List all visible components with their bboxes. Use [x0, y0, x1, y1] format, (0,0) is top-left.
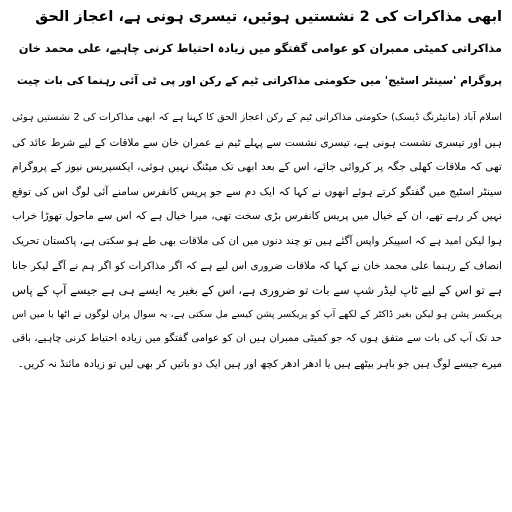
- headline-2: مذاکراتی کمیٹی ممبران کو عوامی گفتگو میں زیادہ احتیاط کرنی چاہیے، علی محمد خان: [18, 42, 502, 55]
- article-line-4: سینٹر اسٹیج میں گفتگو کرتے ہوئے انھوں نے کہا کہ ایک دم سے جو پریس کانفرس سامنے آئی لوگ اس کی توقع: [12, 185, 502, 198]
- article-line-2: ہیں اور تیسری نشست ہونی ہے، تیسری نشست سے پہلے ٹیم نے عمران خان سے ملاقات کے لیے شرط عائد کی: [12, 136, 502, 149]
- article-body: [12, 106, 502, 377]
- article-line-3: تھی کہ ملاقات کھلی جگہ پر کروائی جائے، اس کے بعد ابھی تک میٹنگ نہیں ہوئی، ایکسپریس نیوز کے پروگرام: [12, 160, 502, 174]
- article-line-8: ہے تو اس کے لیے ٹاپ لیڈر شپ سے بات تو ضروری ہے، اس کے بغیر یہ ایسے ہی ہے جیسے آپ کے پاس: [12, 283, 502, 298]
- article-line-10: حد تک آپ کی بات سے متفق ہوں کہ جو کمیٹی ممبران ہیں ان کو عوامی گفتگو میں زیادہ احتیاط کرنی چاہیے، باقی: [12, 333, 502, 345]
- article-line-5: نہیں کر رہے تھے، ان کے خیال میں پریس کانفرس بڑی سخت تھی، میرا خیال ہے کہ اس سے ماحول تھوڑا خراب: [12, 210, 502, 223]
- article-line-1: اسلام آباد (مانیٹرنگ ڈیسک) حکومتی مذاکراتی ٹیم کے رکن اعجاز الحق کا کہنا ہے کہ ابھی مذاکرات کی 2 نشستیں ہوئی: [12, 112, 502, 123]
- article-line-9: پریکسر پشن ہو لیکن بغیر ڈاکٹر کے لکھے آپ کو پریکسر پشن کیسے مل سکتی ہے، یہ سوال پران لوگوں نے اٹھا یا میں اس: [12, 308, 502, 320]
- article-line-7: انصاف کے رہنما علی محمد خان نے کہا کہ ملاقات ضروری اس لیے ہے کہ اگر مذاکرات کو اگر ہم نے آگے لیکر جانا: [12, 259, 502, 272]
- headline-1: ابھی مذاکرات کی 2 نشستیں ہوئیں، تیسری ہونی ہے، اعجاز الحق: [35, 9, 502, 25]
- article-line-6: ہوا لیکن امید ہے کہ اسپیکر واپس آگئے ہیں تو چند دنوں میں ان کی ملاقات بھی طے ہو سکتی ہے، پاکستان تحریک: [12, 234, 502, 247]
- article-line-11: میرے جیسے لوگ ہیں جو باہر بیٹھے ہیں یا ادھر ادھر کچھ اور ہیں ایک دو باتیں کر بھی لیں تو زیادہ مائنڈ نہ کریں۔: [17, 357, 502, 370]
- headline-3: پروگرام 'سینٹر اسٹیج' میں حکومتی مذاکراتی ٹیم کے رکن اور پی ٹی آئی رہنما کی بات چیت: [16, 74, 502, 87]
